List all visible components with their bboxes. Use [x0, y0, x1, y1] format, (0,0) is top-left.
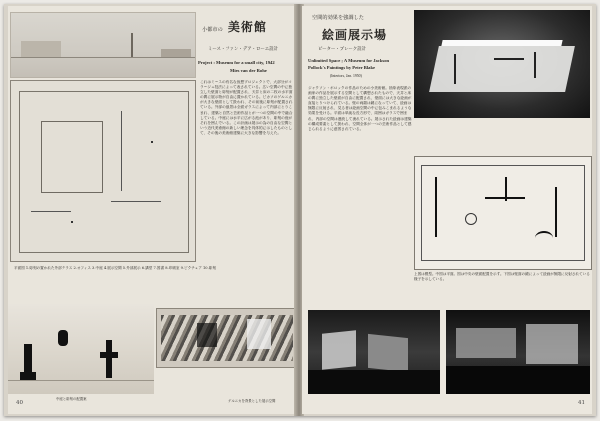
magazine-spread — [4, 4, 596, 416]
left-header-prefix: 小都市の — [202, 27, 223, 33]
collage-photo — [10, 12, 196, 78]
guernica-photo — [156, 308, 296, 368]
right-title-en-1: Unlimited Space ; A Museum for Jackson — [308, 58, 390, 63]
right-author-jp: ピーター・ブレーク設計 — [318, 47, 366, 52]
right-body-text: ジャクソン・ポロックの作品のための小美術館。抽象表現派の画家の作品を展示する空間として構想されたもので、天井と床の間に独立した壁面が自由に配置され、壁面には大きな絵画が直接とりつけられている。壁の両端は鏡になっていて、絵画は無限に反射され、見る者は絵画空間の中に包みこまれるような効果を受ける。平面は単純な長方形で、周囲はガラスで囲まれ、内部の空間は連続して流れている。展示された絵画は建築の構成要素として扱われ、空間全体が一つの芸術作品として感じられるように意図されている。 — [308, 86, 412, 131]
model-photo — [414, 10, 590, 118]
left-author-jp: ミース・ファン・デア・ローエ設計 — [208, 47, 278, 52]
right-caption: 上図は模型。中図は平面。図は中央の壁面配置を示す。下図は壁面の鏡によって絵画が無限に反射されている様子を示している。 — [414, 272, 590, 282]
left-body-text: これはミースの有名な仮想プロジェクトで、大部分がコラージュ技法によって表されている。広い空間の中に独立した壁面と彫刻が配置され、天井と床の二枚の水平面の間に展示物が自由に置かれている。ピカソのゲルニカが大きな壁面として扱われ、その前後に彫刻が配置されている。外部の風景は全面ガラスによって内部にとりこまれ、建築と自然と芸術作品とが一つの空間の中で融合している。中庭には水平に広がる池があり、彫刻の庭がそれを囲んでいる。この計画は展示の為の自由な空間という近代美術館の新しい理念を具体的に示したものとして、その後の美術館建築に大きな影響を与えた。 — [200, 80, 293, 135]
gallery-plan — [414, 156, 592, 270]
right-page-number: 41 — [578, 400, 585, 406]
left-header — [202, 16, 294, 35]
right-title-en-2: Pollock's Paintings by Peter Blake — [308, 65, 376, 70]
left-title-en-2: Mies van der Rohe — [230, 68, 267, 73]
left-header-main: 美術館 — [227, 20, 267, 34]
photo-caption-2: ゲルニカを背景とした展示空間 — [228, 399, 276, 403]
sculpture-photo — [8, 304, 154, 394]
interior-photo-1 — [308, 310, 440, 394]
interior-photo-2 — [446, 310, 590, 394]
right-header-prefix: 空間的効果を強調した — [312, 15, 364, 21]
right-header-main: 絵画展示場 — [322, 28, 388, 42]
right-title-en-3: (Interiors, Jan. 1950) — [330, 74, 362, 78]
right-page — [302, 6, 592, 414]
photo-caption-1: 中庭と彫刻の配置案 — [56, 397, 87, 401]
left-title-en-1: Project : Museum for a small city, 1942 — [198, 60, 275, 65]
floor-plan — [10, 80, 196, 262]
left-caption: 平面図 1.彫刻の置かれた外部テラス 2.オフィス 3.中庭 4.展示空間 5.外部展示 6.講堂 7.図書 8.印刷室 9.ピクチュア 10.彫刻 — [14, 266, 216, 270]
left-page-number: 40 — [16, 400, 23, 406]
left-page — [8, 6, 296, 414]
